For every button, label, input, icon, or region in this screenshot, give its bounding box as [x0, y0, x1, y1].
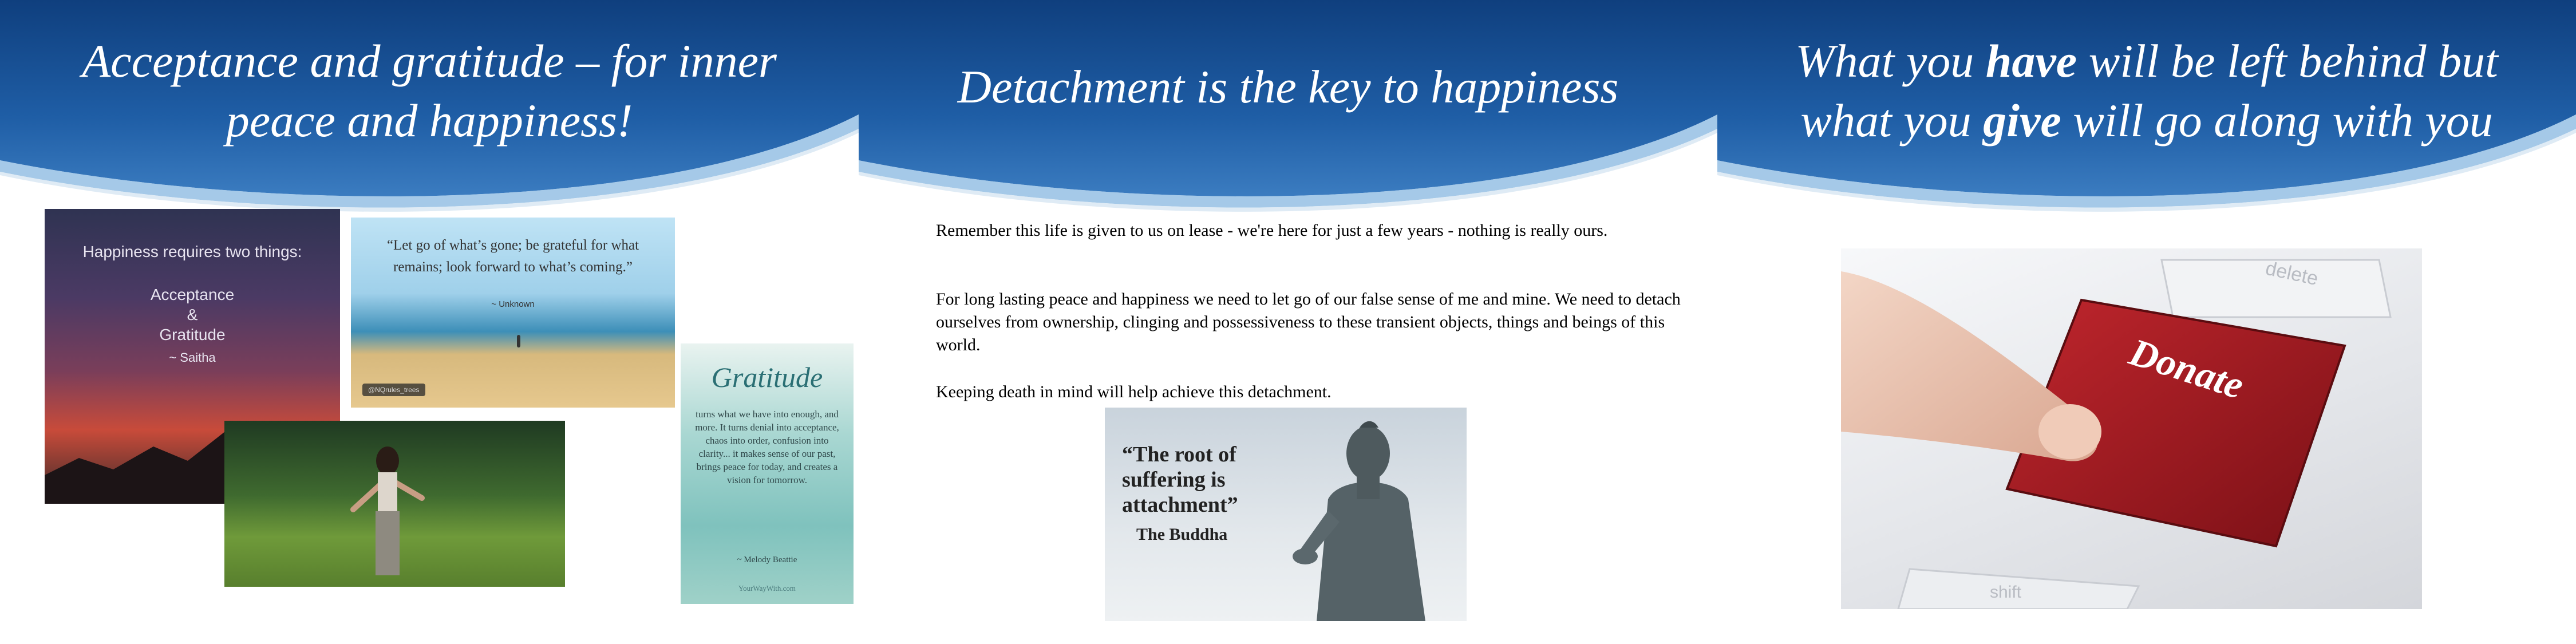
title-part: will be left behind but what you — [1800, 35, 2498, 147]
woman-figure — [350, 444, 425, 581]
slide-3 — [1717, 0, 2576, 644]
title-emphasis-give: give — [1983, 94, 2061, 147]
keyboard-illustration — [1841, 248, 2422, 609]
body-paragraph: Remember this life is given to us on lease - we're here for just a few years - nothing is really ours. — [936, 221, 1608, 240]
sunset-line-4: Gratitude — [159, 326, 226, 343]
shift-key-label: shift — [1990, 583, 2022, 602]
sunset-line-1: Happiness requires two things: — [82, 243, 302, 260]
title-part: What you — [1795, 35, 1986, 87]
gratitude-site: YourWayWith.com — [738, 584, 796, 592]
walking-person — [517, 335, 520, 347]
meadow-woman-image — [224, 421, 565, 587]
donate-key-label: Donate — [2124, 329, 2249, 408]
beach-author: ~ Unknown — [491, 299, 535, 309]
buddha-quote: “The root of suffering is attachment” — [1122, 442, 1238, 517]
title-part: will go along with you — [2061, 94, 2493, 147]
donate-key-image — [1841, 248, 2422, 609]
buddha-author: The Buddha — [1136, 525, 1228, 544]
gratitude-heading: Gratitude — [711, 361, 823, 393]
gratitude-quote-image — [681, 343, 854, 604]
title-emphasis-have: have — [1985, 35, 2077, 87]
delete-key-label: delete — [2263, 257, 2320, 290]
beach-quote-image — [351, 218, 675, 408]
buddha-quote-image — [1105, 408, 1467, 621]
sunset-line-2: Acceptance — [150, 286, 235, 303]
slide-title — [1763, 31, 2530, 151]
slide-1 — [0, 0, 859, 644]
beach-quote: “Let go of what’s gone; be grateful for what remains; look forward to what’s coming.” — [386, 238, 639, 275]
body-paragraph: Keeping death in mind will help achieve this detachment. — [936, 382, 1332, 401]
buddha-statue — [1259, 419, 1448, 621]
sunset-author: ~ Saitha — [169, 350, 216, 365]
sunset-line-3: & — [187, 306, 198, 323]
slide-title: Acceptance and gratitude – for inner peace and happiness! — [82, 35, 777, 147]
gratitude-author: ~ Melody Beattie — [737, 555, 797, 564]
gratitude-body: turns what we have into enough, and more. It turns denial into acceptance, chaos into order, confusion into clarity... it makes sense of our past, brings peace for today, and creates a vision for tomorrow. — [695, 409, 839, 485]
body-paragraph: For long lasting peace and happiness we need to let go of our false sense of me and mine. We need to detach ourselves from ownership, clinging and possessiveness to these transient objects, things and beings of this world. — [936, 290, 1681, 354]
slide-2 — [859, 0, 1717, 644]
slide-title: Detachment is the key to happiness — [957, 61, 1619, 113]
beach-tag: @NQrules_trees — [362, 384, 425, 396]
